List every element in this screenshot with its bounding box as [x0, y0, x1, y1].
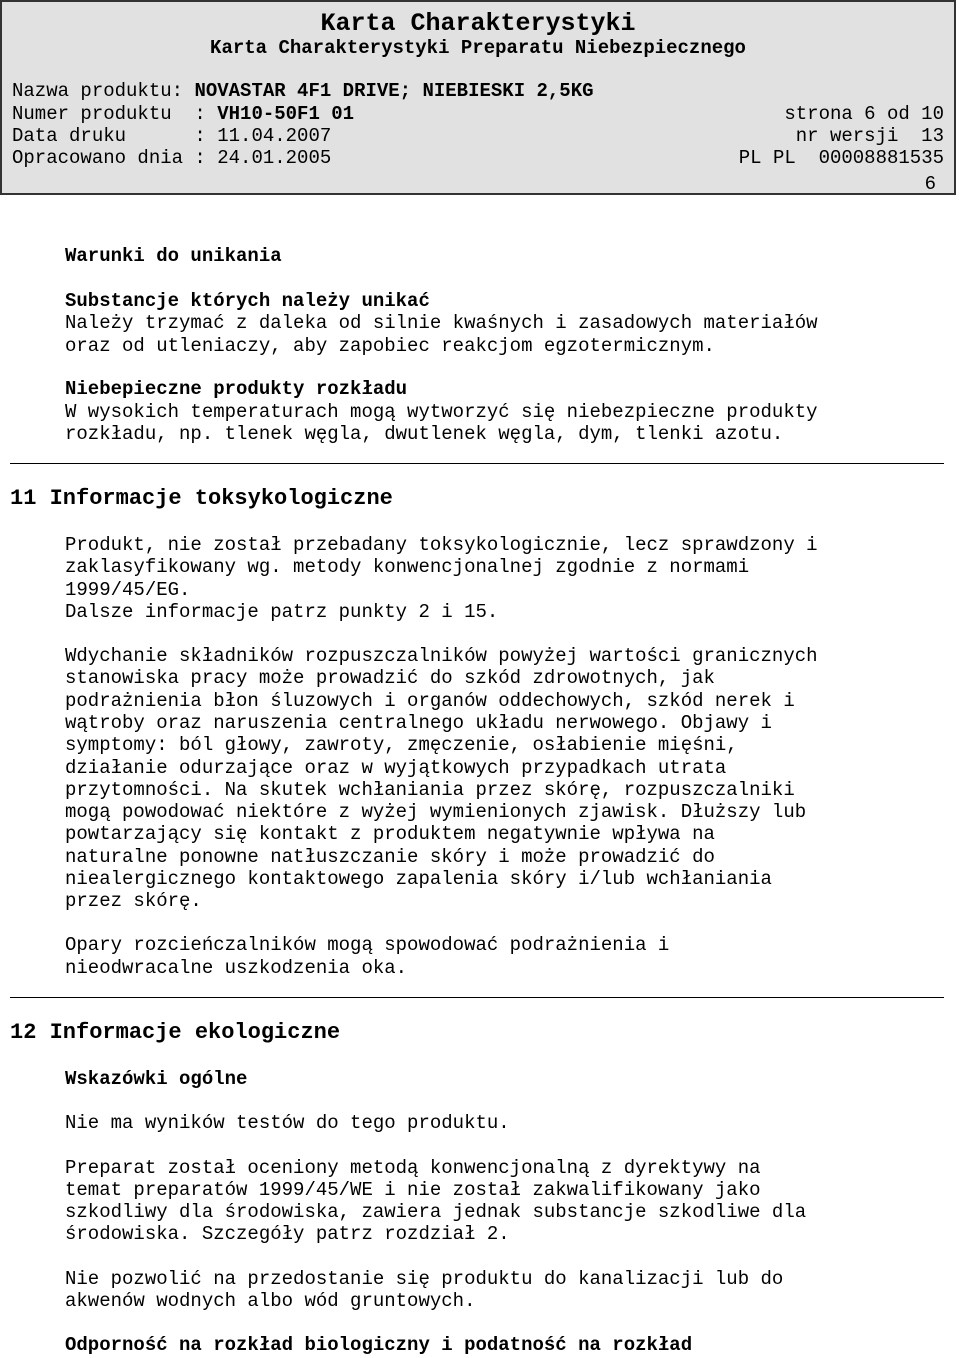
product-name-label: Nazwa produktu:: [12, 80, 195, 102]
biodegradability-heading: Odporność na rozkład biologiczny i podatność na rozkład: [65, 1334, 693, 1356]
text-line: wątroby oraz naruszenia centralnego układu nerwowego. Objawy i: [65, 712, 772, 734]
print-date-row: [12, 125, 944, 147]
text-line: Produkt, nie został przebadany toksykologicznie, lecz sprawdzony i: [65, 534, 818, 556]
text-line: powtarzający się kontakt z produktem negatywnie wpływa na: [65, 823, 715, 845]
product-number: VH10-50F1 01: [217, 103, 355, 125]
text-line: Preparat został oceniony metodą konwencjonalną z dyrektywy na: [65, 1157, 761, 1179]
section-12-title: 12 Informacje ekologiczne: [10, 1020, 341, 1045]
version-number: nr wersji 13: [795, 125, 944, 147]
product-name-row: [12, 80, 944, 102]
print-date: 11.04.2007: [217, 125, 332, 147]
product-number-row: [12, 103, 944, 125]
substances-heading: Substancje których należy unikać: [65, 290, 430, 312]
text-line: stanowiska pracy może prowadzić do szkód zdrowotnych, jak: [65, 667, 715, 689]
document-title: Karta Charakterystyki: [320, 9, 636, 38]
text-line: W wysokich temperaturach mogą wytworzyć się niebezpieczne produkty: [65, 401, 818, 423]
document-code: PL PL 00008881535: [738, 147, 944, 169]
section-divider: [10, 997, 944, 998]
text-line: Wdychanie składników rozpuszczalników powyżej wartości granicznych: [65, 645, 818, 667]
text-line: symptomy: ból głowy, zawroty, zmęczenie, osłabienie mięśni,: [65, 734, 738, 756]
text-line: niealergicznego kontaktowego zapalenia skóry i/lub wchłaniania: [65, 868, 772, 890]
text-line: podrażnienia błon śluzowych i organów oddechowych, szkód nerek i: [65, 690, 795, 712]
product-number-label: Numer produktu :: [12, 103, 218, 125]
page-info: strona 6 od 10: [784, 103, 944, 125]
text-line: akwenów wodnych albo wód gruntowych.: [65, 1290, 476, 1312]
section-divider: [10, 463, 944, 464]
text-line: nieodwracalne uszkodzenia oka.: [65, 957, 408, 979]
text-line: szkodliwy dla środowiska, zawiera jednak substancje szkodliwe dla: [65, 1201, 807, 1223]
text-line: środowiska. Szczegóły patrz rozdział 2.: [65, 1223, 510, 1245]
prepared-date-label: Opracowano dnia :: [12, 147, 218, 169]
text-line: przytomności. Na skutek wchłaniania przez skórę, rozpuszczalniki: [65, 779, 795, 801]
text-line: mogą powodować niektóre z wyżej wymienionych zjawisk. Dłuższy lub: [65, 801, 807, 823]
text-line: naturalne ponowne natłuszczanie skóry i może prowadzić do: [65, 846, 715, 868]
product-name: NOVASTAR 4F1 DRIVE; NIEBIESKI 2,5KG: [194, 80, 594, 102]
conditions-heading: Warunki do unikania: [65, 245, 282, 267]
text-line: Nie ma wyników testów do tego produktu.: [65, 1112, 510, 1134]
text-line: działanie odurzające oraz w wyjątkowych przypadkach utrata: [65, 757, 727, 779]
prepared-date: 24.01.2005: [217, 147, 332, 169]
text-line: Dalsze informacje patrz punkty 2 i 15.: [65, 601, 499, 623]
document-header: [0, 0, 956, 195]
text-line: temat preparatów 1999/45/WE i nie został zakwalifikowany jako: [65, 1179, 761, 1201]
document-subtitle: Karta Charakterystyki Preparatu Niebezpiecznego: [210, 37, 746, 59]
decomposition-heading: Niebepieczne produkty rozkładu: [65, 378, 408, 400]
text-line: 1999/45/EG.: [65, 579, 191, 601]
prepared-date-row: [12, 147, 944, 169]
text-line: Nie pozwolić na przedostanie się produktu do kanalizacji lub do: [65, 1268, 784, 1290]
text-line: oraz od utleniaczy, aby zapobiec reakcjom egzotermicznym.: [65, 335, 715, 357]
print-date-label: Data druku :: [12, 125, 218, 147]
text-line: Należy trzymać z daleka od silnie kwaśnych i zasadowych materiałów: [65, 312, 818, 334]
section-11-title: 11 Informacje toksykologiczne: [10, 486, 393, 511]
text-line: zaklasyfikowany wg. metody konwencjonalnej zgodnie z normami: [65, 556, 750, 578]
text-line: przez skórę.: [65, 890, 202, 912]
text-line: Opary rozcieńczalników mogą spowodować podrażnienia i: [65, 934, 670, 956]
page-number: 6: [924, 173, 936, 195]
general-notes-heading: Wskazówki ogólne: [65, 1068, 248, 1090]
text-line: rozkładu, np. tlenek węgla, dwutlenek węgla, dym, tlenki azotu.: [65, 423, 784, 445]
